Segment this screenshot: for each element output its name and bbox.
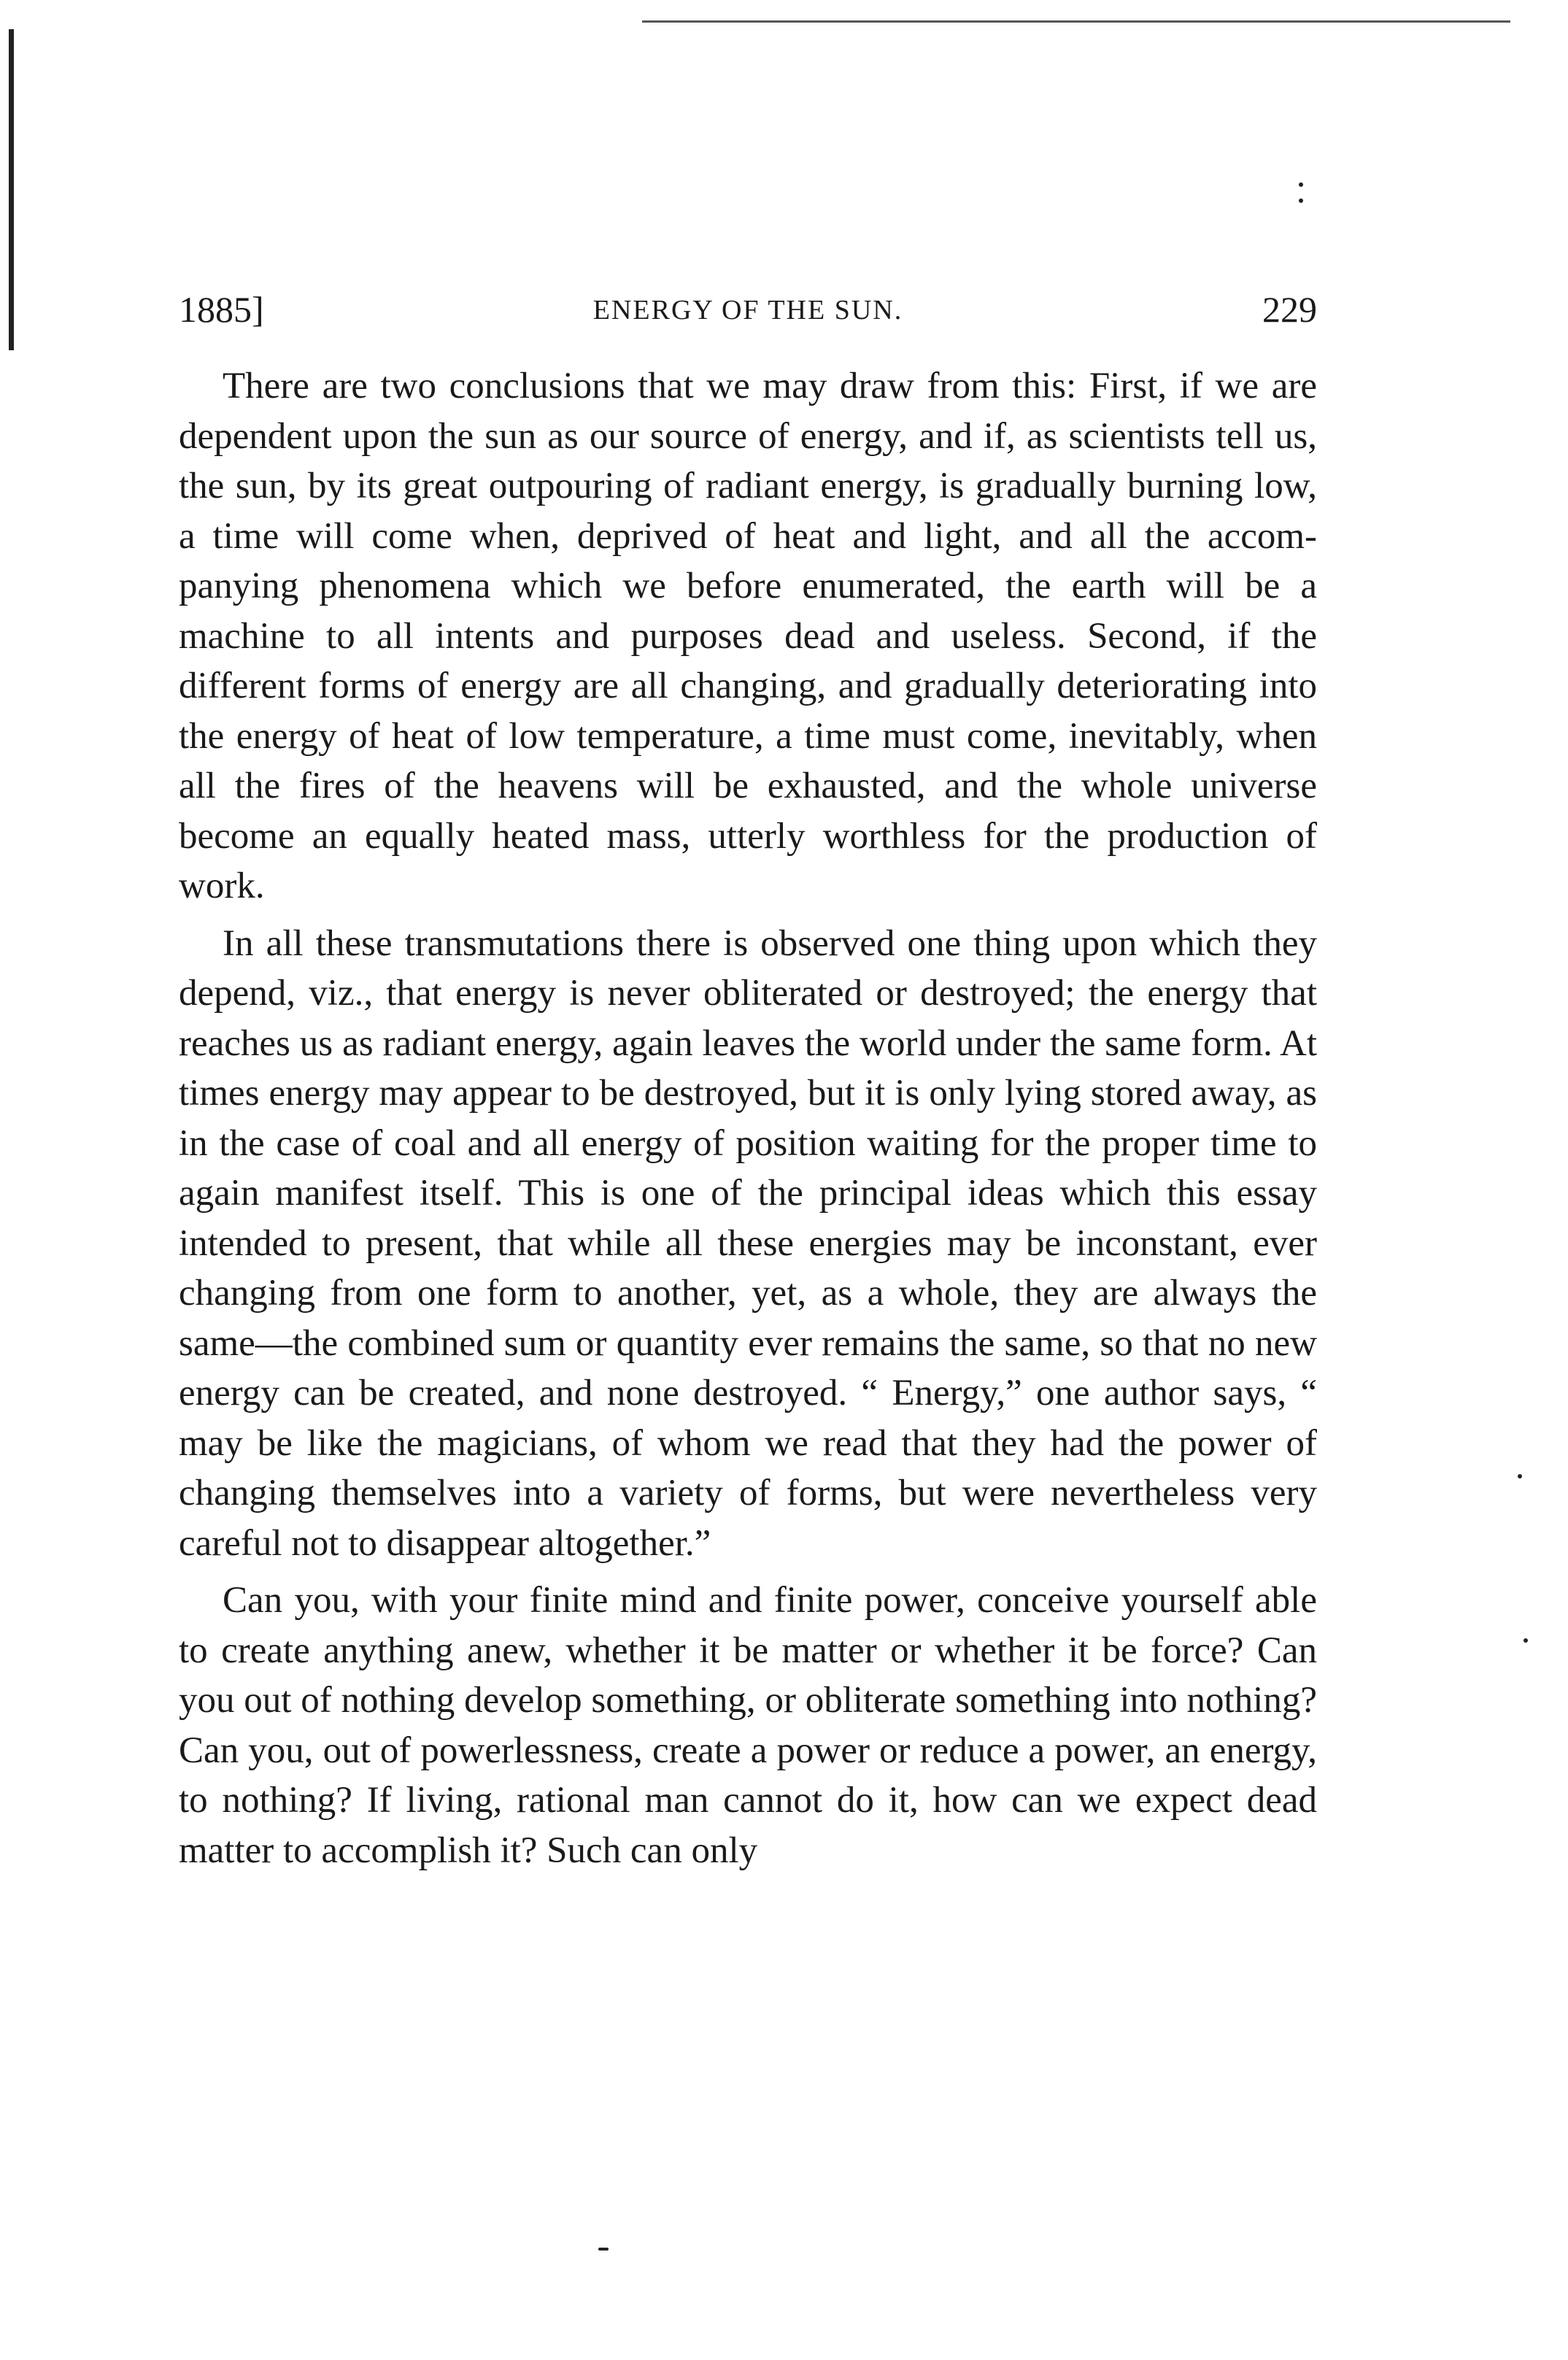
scan-speck <box>1523 1638 1528 1643</box>
scan-top-rule <box>642 20 1510 23</box>
page-number: 229 <box>1262 289 1317 330</box>
scan-speck <box>598 2248 609 2251</box>
scan-speck <box>1299 198 1303 203</box>
scan-edge-bar <box>9 29 14 350</box>
header-title: ENERGY OF THE SUN. <box>592 295 903 325</box>
paragraph-2: In all these transmutations there is observed one thing upon which they depend, viz., that energy is never obliterated or destroyed; the energy that reaches us as radiant energy, again leaves the world under the same form. At times energy may appear to be destroyed, but it is only lying stored away, as in the case of coal and all energy of position waiting for the proper time to again manifest itself. This is one of the principal ideas which this essay intended to present, that while all these energies may be inconstant, ever changing from one form to another, yet, as a whole, they are always the same—the combined sum or quantity ever remains the same, so that no new energy can be created, and none destroyed. “ Energy,” one author says, “ may be like the magicians, of whom we read that they had the power of changing themselves into a variety of forms, but were nevertheless very careful not to disappear altogether.” <box>179 922 1317 1564</box>
scan-speck <box>1518 1474 1522 1478</box>
paragraph-1: There are two conclusions that we may draw from this: First, if we are dependent upon the sun as our source of energy, and if, as scientists tell us, the sun, by its great outpouring of radiant energy, is gradually burning low, a time will come when, deprived of heat and light, and all the accompanying phenomena which we before enumerated, the earth will be a machine to all intents and purposes dead and useless. Second, if the different forms of energy are all changing, and gradually deteriorating into the energy of heat of low temperature, a time must come, inevitably, when all the fires of the heavens will be exhausted, and the whole universe become an equally heated mass, utterly worthless for the production of work. <box>179 366 1317 906</box>
running-header <box>179 288 1317 332</box>
paragraph-3: Can you, with your finite mind and finite power, conceive yourself able to create anything anew, whether it be matter or whether it be force? Can you out of nothing develop something, or obliterate something into nothing? Can you, out of powerlessness, create a power or reduce a power, an energy, to nothing? If living, rational man cannot do it, how can we expect dead matter to accomplish it? Such can only <box>179 1580 1317 1871</box>
body-text <box>179 361 1317 1883</box>
scan-speck <box>1299 182 1303 187</box>
header-year: 1885] <box>179 289 264 330</box>
